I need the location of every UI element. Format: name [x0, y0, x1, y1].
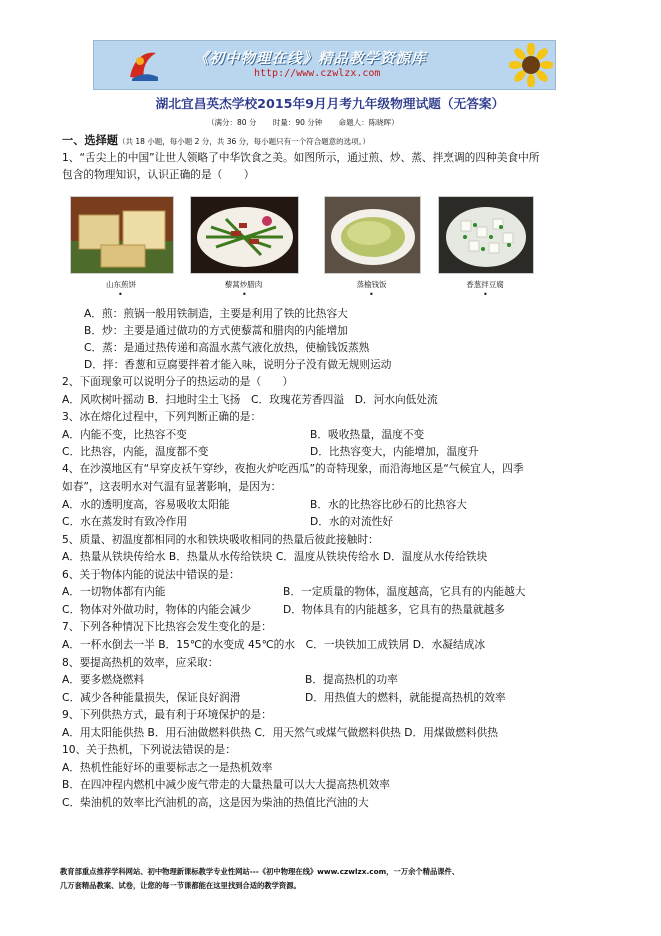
banner-url[interactable]: http://www.czwlzx.com	[254, 68, 381, 79]
q7-options: A．一杯水倒去一半 B．15℃的水变成 45℃的水 C．一块铁加工成铁屑 D．水凝结成冰	[62, 638, 486, 651]
caption-dot: •	[118, 290, 123, 299]
meta-author: 命题人：陈晓晖）	[338, 118, 399, 127]
q1-stem-line2: 包含的物理知识，认识正确的是（ ）	[62, 168, 255, 181]
photo-stirfry	[190, 196, 299, 274]
q1-option-a: A．煎：煎锅一般用铁制造，主要是利用了铁的比热容大	[84, 307, 348, 320]
q8-stem: 8、要提高热机的效率，应采取：	[62, 656, 219, 669]
caption-dot: •	[483, 290, 488, 299]
section-heading	[62, 134, 370, 149]
meta-time: 时量：90 分钟	[272, 118, 323, 127]
page-footer	[60, 865, 459, 893]
q10-stem: 10、关于热机，下列说法错误的是：	[62, 743, 236, 756]
section-title: 一、选择题	[62, 134, 118, 147]
q7-stem: 7、下列各种情况下比热容会发生变化的是：	[62, 620, 272, 633]
q4-option-d: D．水的对流性好	[310, 515, 394, 528]
photo-tofu	[438, 196, 534, 274]
q6-option-b: B．一定质量的物体，温度越高，它具有的内能越大	[283, 585, 526, 598]
caption-3: 蒸榆钱饭	[356, 280, 387, 289]
banner-title: 《初中物理在线》精品教学资源库	[194, 51, 427, 67]
q3-option-c: C．比热容，内能，温度都不变	[62, 445, 209, 458]
q1-option-c: C．蒸：是通过热传递和高温水蒸气液化放热，使榆钱饭蒸熟	[84, 341, 370, 354]
q1-option-b: B．炒：主要是通过做功的方式使藜蒿和腊肉的内能增加	[84, 324, 348, 337]
q4-option-b: B．水的比热容比砂石的比热容大	[310, 498, 467, 511]
q3-option-b: B．吸收热量，温度不变	[310, 428, 425, 441]
q8-option-a: A．要多燃烧燃料	[62, 673, 145, 686]
q8-option-d: D．用热值大的燃料，就能提高热机的效率	[305, 691, 506, 704]
q9-options: A．用太阳能供热 B．用石油做燃料供热 C．用天然气或煤气做燃料供热 D．用煤做燃料供热	[62, 726, 498, 739]
q2-stem: 2、下面现象可以说明分子的热运动的是（ ）	[62, 375, 294, 388]
q4-stem-line1: 4、在沙漠地区有“早穿皮袄午穿纱，夜抱火炉吃西瓜”的奇特现象，而沿海地区是“气候宜人，四季	[62, 462, 524, 475]
section-note: （共 18 小题，每小题 2 分，共 36 分，每小题只有一个符合题意的选项。）	[117, 137, 370, 146]
footer-line2: 几万套精品教案、试卷，让您的每一节课都能在这里找到合适的教学资源。	[60, 881, 301, 890]
site-logo-icon	[126, 47, 160, 83]
q5-stem: 5、质量、初温度都相同的水和铁块吸收相同的热量后彼此接触时：	[62, 533, 379, 546]
q9-stem: 9、下列供热方式，最有利于环境保护的是：	[62, 708, 272, 721]
q5-options: A．热量从铁块传给水 B．热量从水传给铁块 C．温度从铁块传给水 D．温度从水传给铁块	[62, 550, 488, 563]
footer-line1: 教育部重点推荐学科网站、初中物理新课标教学专业性网站---《初中物理在线》www.czwlzx.com，一万余个精品课件、	[60, 867, 460, 876]
q6-stem: 6、关于物体内能的说法中错误的是：	[62, 568, 240, 581]
header-banner	[93, 40, 556, 90]
exam-meta	[207, 117, 413, 128]
q6-option-a: A．一切物体都有内能	[62, 585, 166, 598]
q3-option-a: A．内能不变，比热容不变	[62, 428, 187, 441]
exam-title: 湖北宜昌英杰学校2015年9月月考九年级物理试题（无答案）	[155, 96, 505, 111]
meta-score: （满分：80 分	[207, 118, 257, 127]
q8-option-c: C．减少各种能量损失，保证良好润滑	[62, 691, 241, 704]
q2-options: A．风吹树叶摇动 B．扫地时尘土飞扬 C．玫瑰花芳香四溢 D．河水向低处流	[62, 393, 438, 406]
q4-option-c: C．水在蒸发时有致冷作用	[62, 515, 188, 528]
q6-option-c: C．物体对外做功时，物体的内能会减少	[62, 603, 252, 616]
q8-option-b: B．提高热机的功率	[305, 673, 398, 686]
caption-dot: •	[369, 290, 374, 299]
photo-elm-rice	[324, 196, 421, 274]
photo-shandong-pancake	[70, 196, 174, 274]
sunflower-icon	[509, 43, 553, 87]
q3-option-d: D．比热容变大，内能增加，温度升	[310, 445, 479, 458]
caption-2: 藜蒿炒腊肉	[224, 280, 263, 289]
caption-4: 香葱拌豆腐	[466, 280, 504, 289]
caption-1: 山东煎饼	[106, 280, 136, 289]
q10-option-c: C．柴油机的效率比汽油机的高，这是因为柴油的热值比汽油的大	[62, 796, 369, 809]
caption-dot: •	[242, 290, 247, 299]
q10-option-a: A．热机性能好坏的重要标志之一是热机效率	[62, 761, 273, 774]
q6-option-d: D．物体具有的内能越多，它具有的热量就越多	[283, 603, 505, 616]
q3-stem: 3、冰在熔化过程中，下列判断正确的是：	[62, 410, 262, 423]
q4-stem-line2: 如春”，这表明水对气温有显著影响，是因为：	[62, 480, 282, 493]
q4-option-a: A．水的透明度高，容易吸收太阳能	[62, 498, 230, 511]
q10-option-b: B．在四冲程内燃机中减少废气带走的大量热量可以大大提高热机效率	[62, 778, 390, 791]
q1-option-d: D．拌：香葱和豆腐要拌着才能入味，说明分子没有做无规则运动	[84, 358, 392, 371]
q1-stem-line1: 1、“舌尖上的中国”让世人领略了中华饮食之美。如图所示，通过煎、炒、蒸、拌烹调的四种美食中所	[62, 151, 540, 164]
